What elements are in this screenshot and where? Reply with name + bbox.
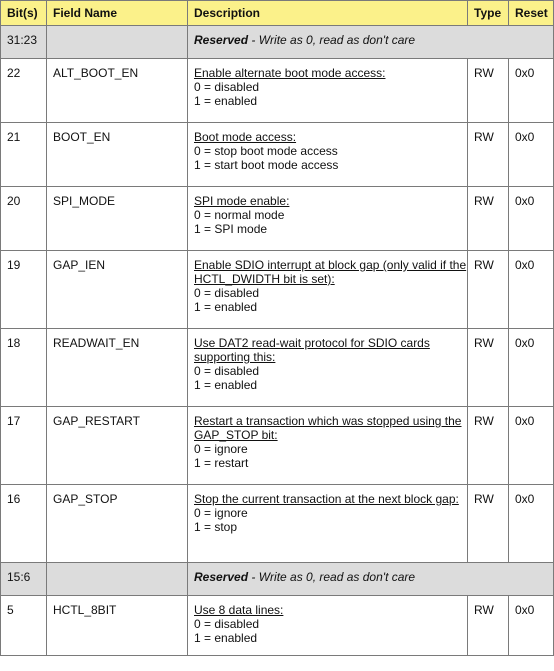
description-cell xyxy=(188,407,468,485)
description-title: Use 8 data lines: xyxy=(194,603,284,617)
reserved-text: - Write as 0, read as don't care xyxy=(248,570,416,584)
bits-cell: 17 xyxy=(1,407,47,485)
type-cell: RW xyxy=(468,485,509,563)
table-row xyxy=(1,123,554,187)
header-row xyxy=(1,1,554,26)
description-line: 0 = stop boot mode access xyxy=(194,144,338,158)
description-line: 1 = enabled xyxy=(194,631,258,645)
field-name-cell: GAP_IEN xyxy=(47,251,188,329)
bits-cell: 5 xyxy=(1,596,47,656)
table-row xyxy=(1,59,554,123)
table-row xyxy=(1,187,554,251)
description-line: 0 = disabled xyxy=(194,617,260,631)
bits-cell: 18 xyxy=(1,329,47,407)
description-cell xyxy=(188,59,468,123)
description-line: 0 = normal mode xyxy=(194,208,285,222)
header-description: Description xyxy=(188,1,468,26)
description-cell xyxy=(188,485,468,563)
description-line: 1 = start boot mode access xyxy=(194,158,339,172)
field-name-cell: GAP_RESTART xyxy=(47,407,188,485)
header-type: Type xyxy=(468,1,509,26)
bits-cell: 16 xyxy=(1,485,47,563)
field-name-cell xyxy=(47,563,188,596)
reset-cell: 0x0 xyxy=(509,407,554,485)
table-row xyxy=(1,485,554,563)
description-title: Restart a transaction which was stopped using the GAP_STOP bit: xyxy=(194,414,462,442)
field-name-cell xyxy=(47,26,188,59)
description-title: Use DAT2 read-wait protocol for SDIO cards supporting this: xyxy=(194,336,430,364)
description-title: Stop the current transaction at the next block gap: xyxy=(194,492,459,506)
bits-cell: 19 xyxy=(1,251,47,329)
description-cell xyxy=(188,123,468,187)
reset-cell: 0x0 xyxy=(509,251,554,329)
type-cell: RW xyxy=(468,123,509,187)
header-reset: Reset xyxy=(509,1,554,26)
field-name-cell: ALT_BOOT_EN xyxy=(47,59,188,123)
description-line: 1 = stop xyxy=(194,520,238,534)
description-cell xyxy=(188,187,468,251)
field-name-cell: HCTL_8BIT xyxy=(47,596,188,656)
description-line: 1 = SPI mode xyxy=(194,222,268,236)
type-cell: RW xyxy=(468,59,509,123)
description-cell xyxy=(188,329,468,407)
reset-cell: 0x0 xyxy=(509,485,554,563)
header-bits: Bit(s) xyxy=(1,1,47,26)
description-title: Enable SDIO interrupt at block gap (only valid if the HCTL_DWIDTH bit is set): xyxy=(194,258,467,286)
reset-cell: 0x0 xyxy=(509,596,554,656)
description-line: 0 = disabled xyxy=(194,80,260,94)
description-line: 1 = enabled xyxy=(194,94,258,108)
description-line: 1 = enabled xyxy=(194,300,258,314)
table-row xyxy=(1,329,554,407)
description-line: 0 = disabled xyxy=(194,286,260,300)
type-cell: RW xyxy=(468,407,509,485)
reserved-row xyxy=(1,26,554,59)
reserved-description xyxy=(188,563,554,596)
table-row xyxy=(1,407,554,485)
bits-cell: 21 xyxy=(1,123,47,187)
reserved-description xyxy=(188,26,554,59)
field-name-cell: SPI_MODE xyxy=(47,187,188,251)
reset-cell: 0x0 xyxy=(509,123,554,187)
type-cell: RW xyxy=(468,596,509,656)
type-cell: RW xyxy=(468,251,509,329)
bits-cell: 15:6 xyxy=(1,563,47,596)
description-line: 0 = disabled xyxy=(194,364,260,378)
reset-cell: 0x0 xyxy=(509,59,554,123)
field-name-cell: READWAIT_EN xyxy=(47,329,188,407)
reserved-text: - Write as 0, read as don't care xyxy=(248,33,416,47)
reserved-label: Reserved xyxy=(194,570,249,584)
description-line: 0 = ignore xyxy=(194,506,248,520)
table-row xyxy=(1,251,554,329)
field-name-cell: GAP_STOP xyxy=(47,485,188,563)
bits-cell: 22 xyxy=(1,59,47,123)
bits-cell: 31:23 xyxy=(1,26,47,59)
field-name-cell: BOOT_EN xyxy=(47,123,188,187)
reserved-label: Reserved xyxy=(194,33,249,47)
description-line: 1 = restart xyxy=(194,456,249,470)
bits-cell: 20 xyxy=(1,187,47,251)
type-cell: RW xyxy=(468,187,509,251)
description-line: 0 = ignore xyxy=(194,442,248,456)
reserved-row xyxy=(1,563,554,596)
reset-cell: 0x0 xyxy=(509,187,554,251)
description-title: SPI mode enable: xyxy=(194,194,290,208)
description-cell xyxy=(188,596,468,656)
type-cell: RW xyxy=(468,329,509,407)
table-row xyxy=(1,596,554,656)
description-title: Enable alternate boot mode access: xyxy=(194,66,386,80)
description-cell xyxy=(188,251,468,329)
header-field-name: Field Name xyxy=(47,1,188,26)
description-line: 1 = enabled xyxy=(194,378,258,392)
description-title: Boot mode access: xyxy=(194,130,297,144)
reset-cell: 0x0 xyxy=(509,329,554,407)
